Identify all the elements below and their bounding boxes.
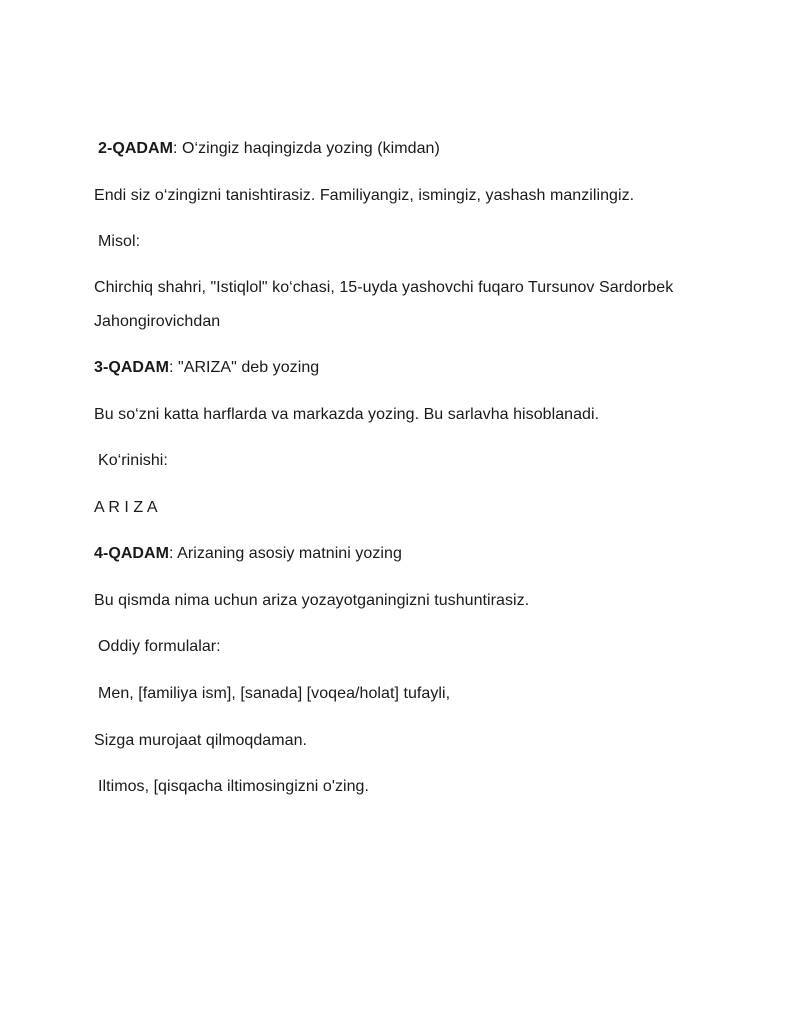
step3-description: Bu so‘zni katta harflarda va markazda yozing. Bu sarlavha hisoblanadi. [94, 406, 600, 423]
step4-heading [94, 544, 402, 564]
step2-heading [98, 139, 440, 159]
step2-example-line2: Jahongirovichdan [94, 313, 221, 330]
step4-heading-label: 4-QADAM [94, 545, 170, 562]
step3-heading-text: : "ARIZA" deb yozing [169, 359, 320, 376]
step3-appearance-value: A R I Z A [94, 499, 158, 516]
step2-example-line1: Chirchiq shahri, "Istiqlol" ko‘chasi, 15-uyda yashovchi fuqaro Tursunov Sardorbek [94, 279, 674, 296]
step4-description: Bu qismda nima uchun ariza yozayotganingizni tushuntirasiz. [94, 592, 530, 609]
step4-formula-1: Men, [familiya ism], [sanada] [voqea/holat] tufayli, [98, 685, 451, 702]
step4-formula-2: Sizga murojaat qilmoqdaman. [94, 732, 308, 749]
step2-heading-label: 2-QADAM [98, 140, 174, 157]
step4-heading-text: : Arizaning asosiy matnini yozing [169, 545, 402, 562]
step3-appearance-label: Ko‘rinishi: [98, 452, 168, 469]
step2-description: Endi siz o‘zingizni tanishtirasiz. Familiyangiz, ismingiz, yashash manzilingiz. [94, 187, 635, 204]
step3-heading [94, 358, 319, 378]
step3-heading-label: 3-QADAM [94, 359, 170, 376]
step4-formula-3: Iltimos, [qisqacha iltimosingizni o'zing. [98, 778, 369, 795]
step4-formulas-label: Oddiy formulalar: [98, 638, 221, 655]
step2-example-label: Misol: [98, 233, 141, 250]
step2-heading-text: : O‘zingiz haqingizda yozing (kimdan) [173, 140, 440, 157]
